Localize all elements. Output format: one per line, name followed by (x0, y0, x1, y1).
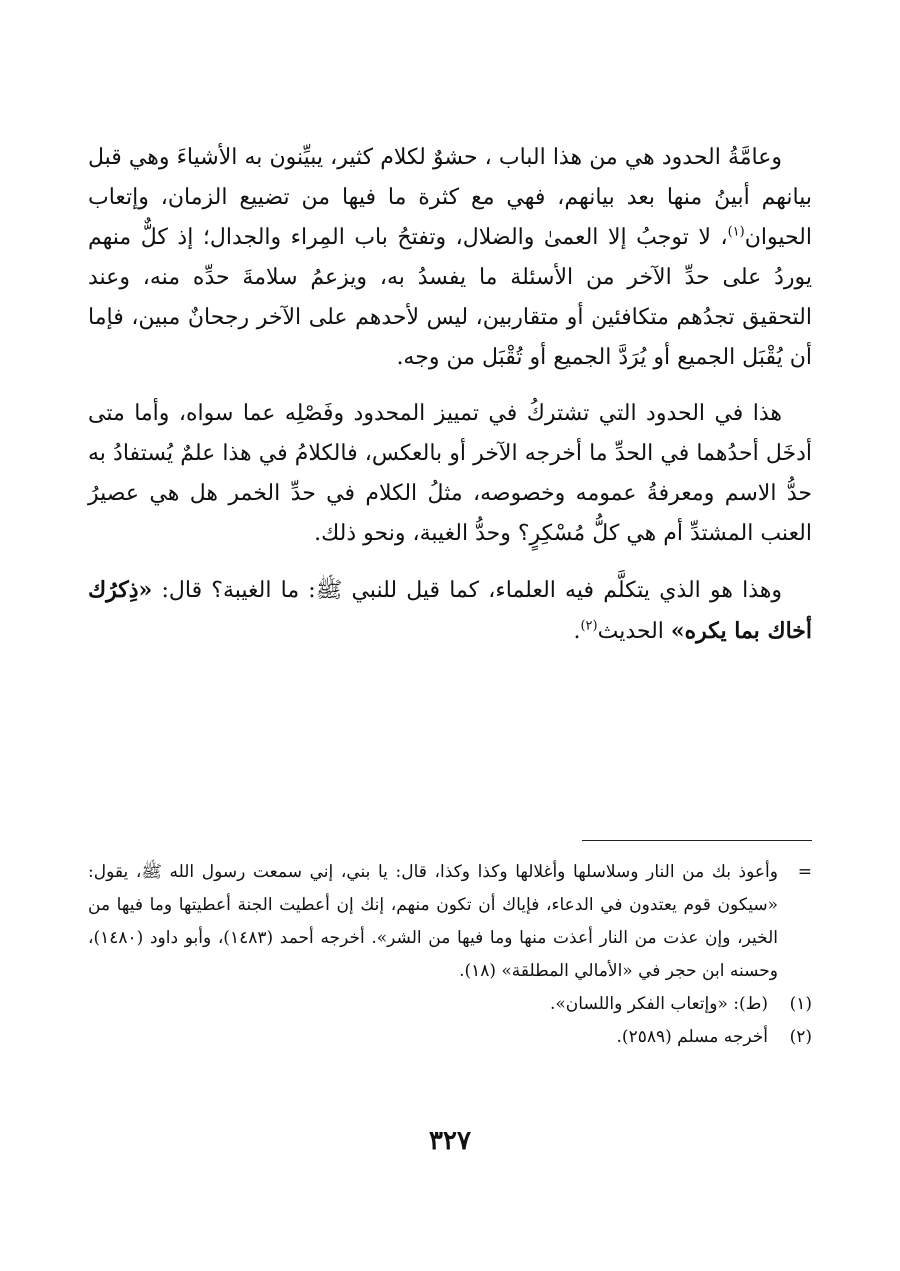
footnote-1 (88, 988, 812, 1021)
paragraph-1-text-cont: ، لا توجبُ إلا العمىٰ والضلال، وتفتحُ باب المِراء والجدال؛ إذ كلٌّ منهم يوردُ على حدِّ الآخر من الأسئلة ما يفسدُ به، ويزعمُ سلامةَ حدِّه منه، وعند التحقيق تجدُهم متكافئين أو متقاربين، ليس لأحدهم على الآخر رجحانٌ مبين، فإما أن يُقْبَل الجميع أو يُرَدَّ الجميع أو تُقْبَل من وجه. (88, 225, 812, 370)
footnote-1-number: (١) (789, 994, 812, 1014)
hadith-quote: «ذِكرُك أخاك بما يكره» (88, 577, 812, 644)
footnote-divider (582, 840, 812, 841)
paragraph-3-end: . (573, 619, 581, 644)
paragraph-1-text: وعامَّةُ الحدود هي من هذا الباب ، حشوٌ لكلام كثير، يبيِّنون به الأشياءَ وهي قبل بيانهم أبينُ منها بعد بيانهم، فهي مع كثرة ما فيها من تضييع الزمان، وإتعاب الحيوان (88, 145, 812, 250)
paragraph-3-text: وهذا هو الذي يتكلَّم فيه العلماء، كما قيل للنبي ﷺ: ما الغيبة؟ قال: (161, 578, 782, 603)
footnote-2-number: (٢) (789, 1027, 812, 1047)
continuation-marker: = (797, 862, 812, 882)
paragraph-2 (88, 394, 812, 554)
footnote-ref-1[interactable]: (١) (727, 224, 745, 240)
footnote-2-text: أخرجه مسلم (٢٥٨٩). (616, 1027, 768, 1047)
paragraph-2-text: هذا في الحدود التي تشتركُ في تمييز المحدود وفَصْلِه عما سواه، وأما متى أدخَل أحدُهما في الحدِّ ما أخرجه الآخر أو بالعكس، فالكلامُ في هذا علمٌ يُستفادُ به حدُّ الاسم ومعرفةُ عمومه وخصوصه، مثلُ الكلام في حدِّ الخمر هل هي عصيرُ العنب المشتدِّ أم هي كلُّ مُسْكِرٍ؟ وحدُّ الغيبة، ونحو ذلك. (88, 401, 812, 546)
paragraph-3 (88, 570, 812, 652)
page-number: ٣٢٧ (429, 1126, 471, 1156)
footnote-ref-2[interactable]: (٢) (580, 618, 598, 634)
footnote-2 (88, 1021, 812, 1054)
continuation-text: وأعوذ بك من النار وسلاسلها وأغلالها وكذا وكذا، قال: يا بني، إني سمعت رسول الله ﷺ، يقول: «سيكون قوم يعتدون في الدعاء، فإياك أن تكون منهم، إنك إن أعطيت الجنة أعطيتها وما فيها من الخير، وإن عذت من النار أعذت منها وما فيها من الشر». أخرجه أحمد (١٤٨٣)، وأبو داود (١٤٨٠)، وحسنه ابن حجر في «الأمالي المطلقة» (١٨). (88, 862, 779, 981)
paragraph-3-text-cont: الحديث (597, 619, 671, 644)
paragraph-1 (88, 138, 812, 378)
footnote-continuation (88, 856, 812, 988)
footnote-1-text: (ط): «وإتعاب الفكر واللسان». (549, 994, 768, 1014)
main-text (88, 138, 812, 652)
footnotes (88, 856, 812, 1054)
